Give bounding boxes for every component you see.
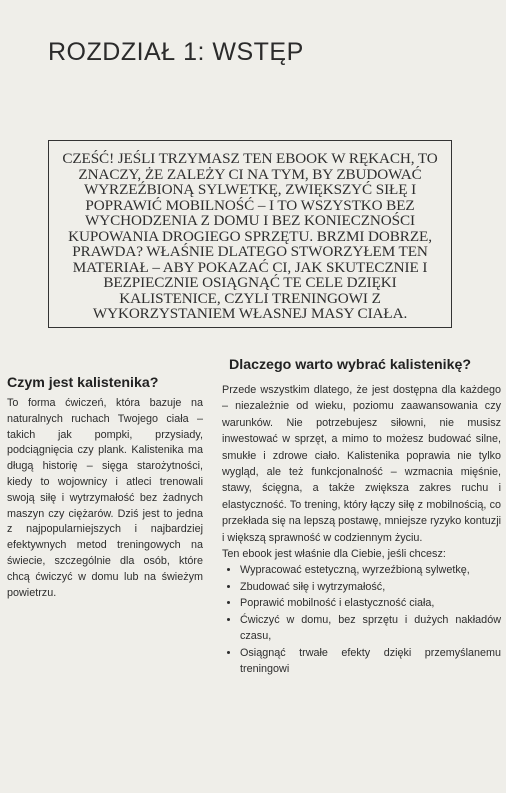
left-heading: Czym jest kalistenika? — [7, 375, 159, 391]
left-body: To forma ćwiczeń, która bazuje na naturalnych ruchach Twojego ciała – takich jak pompki, przysiady, podciągnięcia czy plank. Kalistenika ma długą historię – sięga starożytności, kiedy to wojownicy i atleci trenowali swoją siłę i wytrzymałość bez żadnych maszyn czy ciężarów. Dziś jest to jedna z najpopularniejszych i najbardziej efektywnych metod treningowych na świecie, szczególnie dla osób, które chcą ćwiczyć w domu lub na świeżym powietrzu. — [7, 397, 203, 599]
benefits-list — [222, 562, 501, 677]
intro-box — [48, 140, 452, 328]
list-item: • Ćwiczyć w domu, bez sprzętu i dużych nakładów czasu, — [240, 612, 501, 645]
list-intro: Ten ebook jest właśnie dla Ciebie, jeśli chcesz: — [222, 548, 446, 561]
list-item: • Osiągnąć trwałe efekty dzięki przemyślanemu treningowi — [240, 645, 501, 678]
list-item: • Zbudować siłę i wytrzymałość, — [240, 579, 501, 595]
right-column — [222, 355, 501, 677]
left-column — [7, 373, 203, 601]
list-item: • Poprawić mobilność i elastyczność ciała, — [240, 595, 501, 611]
right-heading: Dlaczego warto wybrać kalistenikę? — [229, 357, 472, 373]
chapter-title: ROZDZIAŁ 1: WSTĘP — [48, 38, 304, 66]
list-item: • Wypracować estetyczną, wyrzeźbioną sylwetkę, — [240, 562, 501, 578]
intro-text: CZEŚĆ! JEŚLI TRZYMASZ TEN EBOOK W RĘKACH, TO ZNACZY, ŻE ZALEŻY CI NA TYM, BY ZBUDOWAĆ WYRZEŹBIONĄ SYLWETKĘ, ZWIĘKSZYĆ SIŁĘ I POPRAWIĆ MOBILNOŚĆ – I TO WSZYSTKO BEZ WYCHODZENIA Z DOMU I BEZ KONIECZNOŚCI KUPOWANIA DROGIEGO SPRZĘTU. BRZMI DOBRZE, PRAWDA? WŁAŚNIE DLATEGO STWORZYŁEM TEN MATERIAŁ – ABY POKAZAĆ CI, JAK SKUTECZNIE I BEZPIECZNIE OSIĄGNĄĆ TE CELE DZIĘKI KALISTENICE, CZYLI TRENINGOWI Z WYKORZYSTANIEM WŁASNEJ MASY CIAŁA. — [62, 150, 438, 322]
right-body: Przede wszystkim dlatego, że jest dostępna dla każdego – niezależnie od wieku, poziomu zaawansowania czy warunków. Nie potrzebujesz siłowni, nie musisz inwestować w sprzęt, a mimo to możesz budować silne, smukłe i zdrowe ciało. Kalistenika poprawia nie tylko wygląd, ale też funkcjonalność – wzmacnia mięśnie, stawy, ścięgna, a także zwiększa zakres ruchu i elastyczność. To trening, który łączy siłę z mobilnością, co przekłada się na lepszą postawę, mniejsze ryzyko kontuzji i większą sprawność w codziennym życiu. — [222, 384, 501, 544]
